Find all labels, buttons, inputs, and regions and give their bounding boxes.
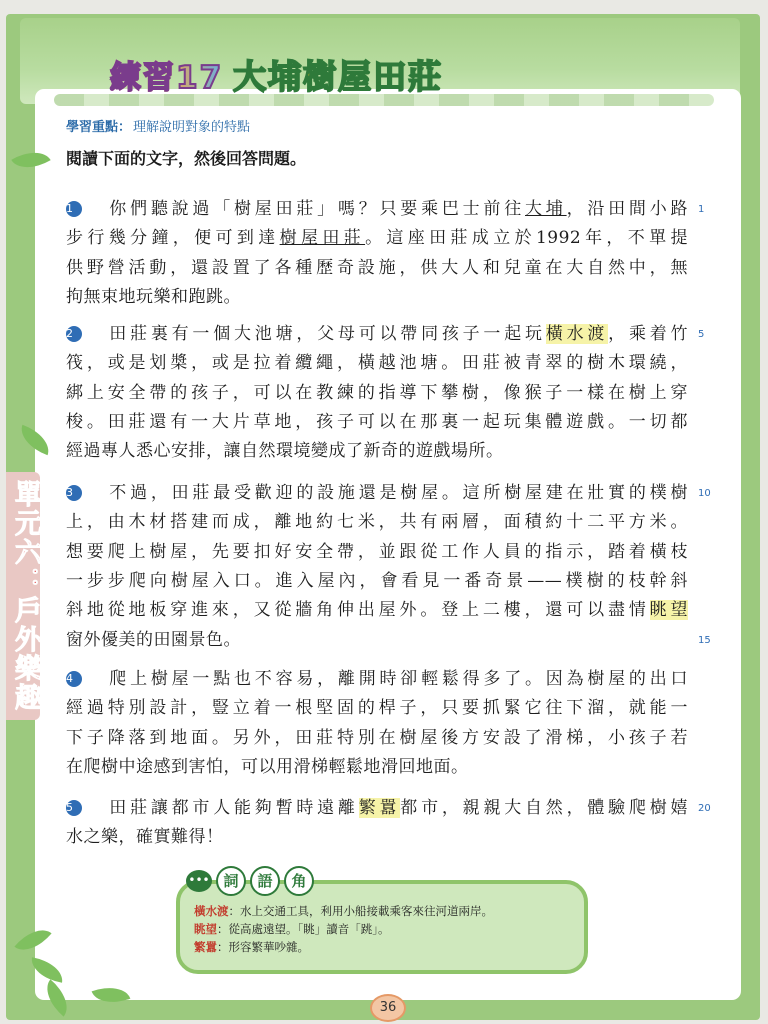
vocab-definition: ：從高處遠望。「眺」讀音「跳」。 [217, 922, 390, 936]
text-run: 經過特別設計，豎立着一根堅固的桿子，只要抓緊它往下溜，就能一 [66, 698, 688, 719]
text-run: 。這座田莊成立於1992年，不單提 [365, 228, 689, 249]
vocab-badge [186, 866, 314, 896]
lesson-title: 大埔樹屋田莊 [233, 56, 444, 96]
text-line [66, 509, 688, 535]
vocab-definition: ：形容繁華吵雜。 [217, 940, 309, 954]
instruction: 閱讀下面的文字，然後回答問題。 [66, 149, 307, 168]
text-run: 經過專人悉心安排，讓自然環境變成了新奇的遊戲場所。 [66, 441, 504, 462]
text-line [66, 695, 688, 721]
text-run: 都市，親親大自然，體驗爬樹嬉 [400, 798, 689, 818]
paragraph-number-badge: 3 [66, 485, 82, 501]
learning-focus-value: 理解說明對象的特點 [133, 120, 251, 135]
page-number: 36 [370, 994, 406, 1022]
vocab-term: 繁囂 [194, 940, 217, 954]
text-run: 一步步爬向樹屋入口。進入屋內，會看見一番奇景——樸樹的枝幹斜 [66, 570, 688, 591]
vocab-term: 眺望 [194, 922, 217, 936]
vocab-badge-char: 語 [250, 866, 280, 896]
vocab-item [194, 939, 309, 955]
text-run: 綁上安全帶的孩子，可以在教練的指導下攀樹，像猴子一樣在樹上穿 [66, 382, 688, 403]
text-run: ，乘着竹 [608, 324, 689, 344]
learning-focus [66, 116, 250, 135]
line-number: 5 [698, 329, 705, 340]
vocab-badge-char: 角 [284, 866, 314, 896]
paragraph-number-badge: 5 [66, 800, 82, 816]
text-run: 想要爬上樹屋，先要扣好安全帶，並跟從工作人員的指示，踏着橫枝 [66, 541, 688, 562]
vocab-badge-char: 詞 [216, 866, 246, 896]
text-run: 田莊讓都市人能夠暫時遠離 [106, 798, 359, 818]
proper-noun-underlined: 樹屋田莊 [279, 228, 366, 249]
vocab-term: 橫水渡 [194, 904, 229, 918]
unit-label: 單元六：戶外樂趣 [10, 480, 41, 712]
text-run: 爬上樹屋一點也不容易，離開時卻輕鬆得多了。因為樹屋的出口 [106, 669, 688, 689]
text-run: 供野營活動，還設置了各種歷奇設施，供大人和兒童在大自然中，無 [66, 257, 688, 278]
text-line [66, 284, 688, 310]
text-line [66, 627, 688, 653]
lesson-label: 練習17 [110, 52, 223, 97]
text-line [66, 350, 688, 376]
text-run: 窗外優美的田園景色。 [66, 629, 241, 650]
line-number: 20 [698, 803, 711, 814]
text-line [66, 754, 688, 780]
text-line [66, 539, 688, 565]
vocab-highlight: 橫水渡 [545, 324, 609, 344]
learning-focus-key: 學習重點： [66, 120, 132, 135]
text-run: 下子降落到地面。另外，田莊特別在樹屋後方安設了滑梯，小孩子若 [66, 727, 688, 748]
paragraph-number-badge: 4 [66, 671, 82, 687]
text-run: 步行幾分鐘，便可到達 [66, 228, 280, 249]
vocab-highlight: 眺望 [649, 600, 689, 621]
vocab-item [194, 903, 493, 919]
text-line [66, 824, 688, 850]
text-line [66, 666, 688, 692]
line-number: 15 [698, 634, 711, 646]
text-line [66, 196, 688, 222]
text-line [66, 321, 688, 347]
text-line [66, 409, 688, 435]
text-run: 水之樂，確實難得！ [66, 827, 224, 848]
vocab-definition: ：水上交通工具，利用小船接載乘客來往河道兩岸。 [228, 904, 493, 918]
text-line [66, 568, 688, 594]
text-run: 斜地從地板穿進來，又從牆角伸出屋外。登上二樓，還可以盡情 [66, 600, 650, 621]
paragraph-number-badge: 1 [66, 201, 82, 217]
paragraph-number-badge: 2 [66, 326, 82, 342]
speech-bubble-icon: ••• [186, 870, 212, 892]
line-number: 1 [698, 204, 705, 215]
text-run: 田莊裏有一個大池塘，父母可以帶同孩子一起玩 [106, 324, 546, 344]
text-run: 梭。田莊還有一大片草地，孩子可以在那裏一起玩集體遊戲。一切都 [66, 411, 688, 432]
text-line [66, 380, 688, 406]
text-line [66, 255, 688, 281]
text-run: 拘無束地玩樂和跑跳。 [66, 286, 241, 307]
text-run: 筏，或是划槳，或是拉着纜繩，橫越池塘。田莊被青翠的樹木環繞， [66, 353, 688, 374]
text-line [66, 795, 688, 821]
text-line [66, 597, 688, 623]
text-line [66, 480, 688, 506]
vocab-item [194, 921, 390, 937]
lesson-header [110, 50, 443, 98]
unit-side-tab [6, 472, 40, 720]
text-run: 上，由木材搭建而成，離地約七米，共有兩層，面積約十二平方米。 [66, 512, 688, 533]
line-number: 10 [698, 488, 711, 499]
text-line [66, 225, 688, 251]
text-line [66, 438, 688, 464]
text-run: ，沿田間小路 [566, 199, 689, 219]
text-run: 在爬樹中途感到害怕，可以用滑梯輕鬆地滑回地面。 [66, 756, 469, 777]
proper-noun-underlined: 大埔 [525, 199, 567, 219]
text-run: 不過，田莊最受歡迎的設施還是樹屋。這所樹屋建在壯實的樸樹 [106, 483, 688, 503]
vocab-highlight: 繁囂 [358, 798, 401, 818]
text-run: 你們聽說過「樹屋田莊」嗎？只要乘巴士前往 [106, 199, 525, 219]
text-line [66, 725, 688, 751]
